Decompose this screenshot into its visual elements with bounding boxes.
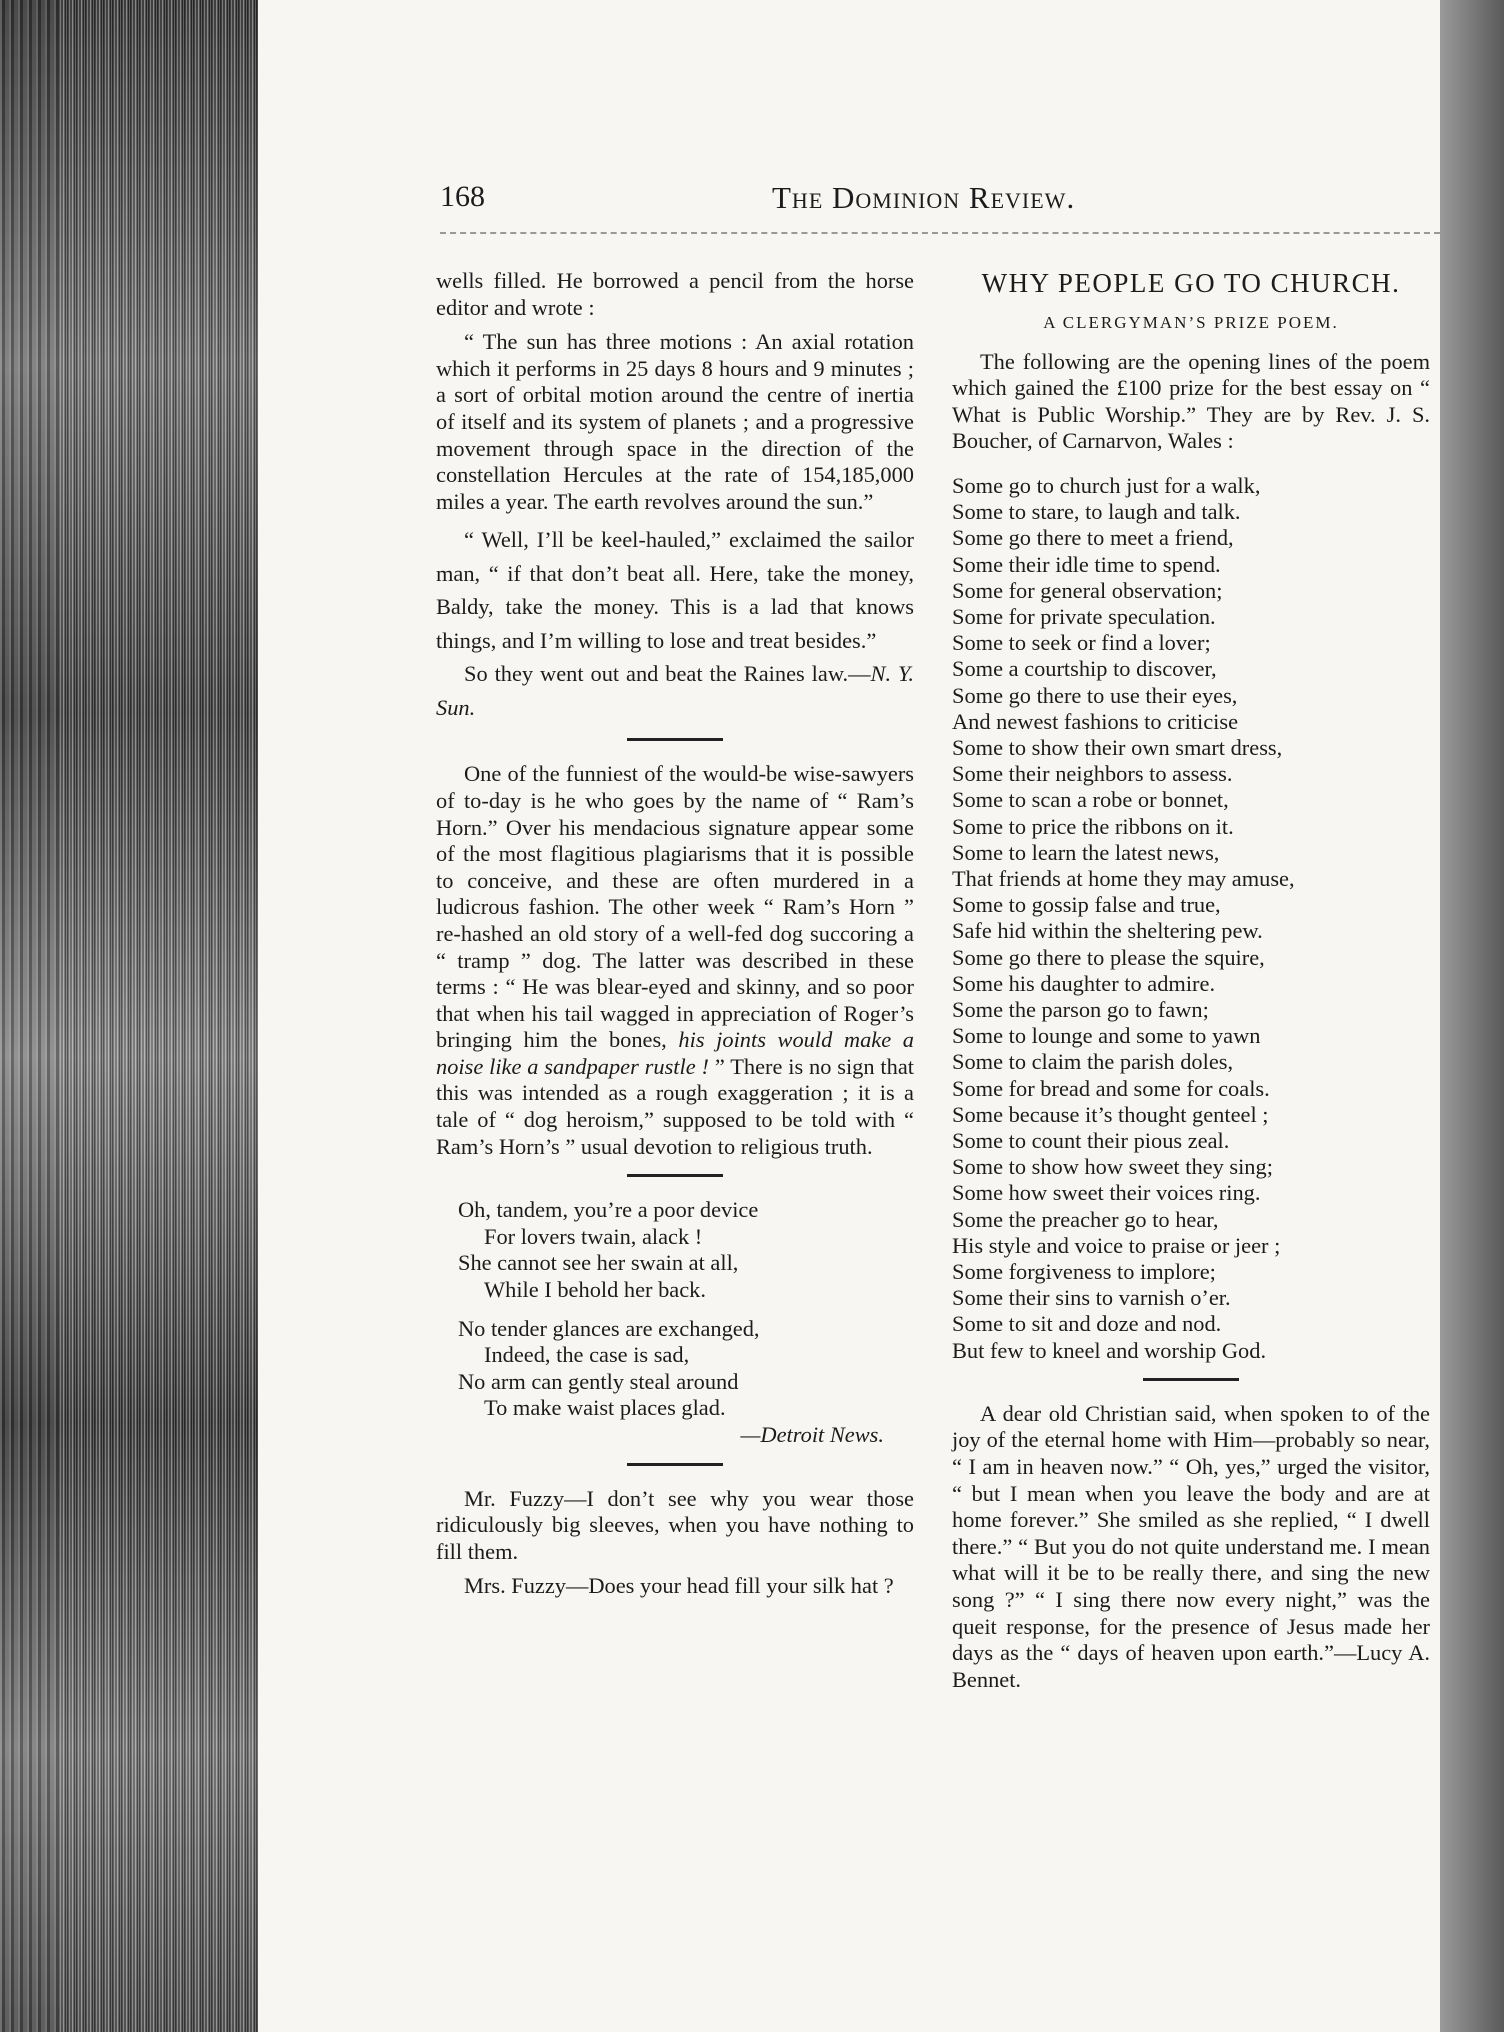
poem-line: Some to sit and doze and nod. (952, 1311, 1222, 1337)
poem-line: Some their idle time to spend. (952, 551, 1221, 577)
poem-line: Some for private speculation. (952, 603, 1216, 629)
poem-line: His style and voice to praise or jeer ; (952, 1232, 1281, 1258)
left-column (436, 268, 914, 1608)
page-number: 168 (440, 180, 485, 213)
poem-line: Some go there to use their eyes, (952, 682, 1238, 708)
poem-line: Some to count their pious zeal. (952, 1128, 1230, 1154)
rams-horn-italic: his joints would make a noise like a sandpaper rustle ! (436, 1027, 914, 1079)
poem-line: Some to show their own smart dress, (952, 735, 1283, 760)
tandem-stanza-2 (458, 1316, 914, 1449)
verse-line: No arm can gently steal around (458, 1368, 739, 1394)
poem-line: Some go to church just for a walk, (952, 472, 1261, 498)
rams-horn-text-1: One of the funniest of the would-be wise-sawyers of to-day is he who goes by the name of “ Ram’s Horn.” Over his mendacious signature appear some of the most flagitious plagiarisms that it is possible to conceive, and these are often murdered in a ludicrous fashion. The other week “ Ram’s Horn ” re-hashed an old story of a well-fed dog succoring a “ tramp ” dog. The latter was described in these terms : “ He was blear-eyed and skinny, and so poor that when his tail wagged in appreciation of Roger’s bringing him the bones, (436, 761, 914, 1053)
poem-line: Some their sins to varnish o’er. (952, 1285, 1231, 1311)
rams-horn-text-2: ” There is no sign that this was intended as a rough exaggeration ; it is a tale of “ dog heroism,” supposed to be told with “ Ram’s Horn’s ” usual devotion to religious truth. (436, 1053, 914, 1159)
fuzzy-paragraph-2: Mrs. Fuzzy—Does your head fill your silk hat ? (464, 1573, 894, 1599)
quoted-sun-paragraph: “ The sun has three motions : An axial rotation which it performs in 25 days 8 hours and 9 minutes ; a sort of orbital motion around the centre of inertia of itself and its system of planets ; and a progressive movement through space in the direction of the constellation Hercules at the rate of 154,185,000 miles a year. The earth revolves around the sun.” (436, 329, 914, 514)
poem-line: Some how sweet their voices ring. (952, 1180, 1261, 1206)
poem-line: Some to seek or find a lover; (952, 630, 1211, 656)
verse-line: For lovers twain, alack ! (484, 1223, 703, 1249)
running-title: The Dominion Review. (772, 180, 1076, 215)
poem-line: Some forgiveness to implore; (952, 1259, 1216, 1285)
poem-line: Some the preacher go to hear, (952, 1206, 1219, 1232)
section-separator (627, 1174, 723, 1177)
poem-line: Some to scan a robe or bonnet, (952, 787, 1229, 813)
verse-line: Oh, tandem, you’re a poor device (458, 1197, 759, 1223)
poem-line: Some a courtship to discover, (952, 656, 1217, 682)
section-separator (627, 738, 723, 741)
raines-law-paragraph (436, 657, 914, 724)
tandem-stanza-1 (458, 1197, 914, 1303)
article-title: WHY PEOPLE GO TO CHURCH. (981, 268, 1401, 298)
section-separator (1143, 1378, 1239, 1381)
page-header (440, 180, 1440, 230)
poem-line: Some go there to please the squire, (952, 944, 1265, 970)
paragraph-continuation: wells filled. He borrowed a pencil from the horse editor and wrote : (436, 268, 914, 320)
poem-line: Some because it’s thought genteel ; (952, 1101, 1269, 1127)
church-poem (952, 473, 1430, 1364)
verse-line: To make waist places glad. (484, 1395, 726, 1421)
verse-line: Indeed, the case is sad, (484, 1342, 690, 1368)
verse-line: No tender glances are exchanged, (458, 1315, 760, 1341)
poem-line: Some to gossip false and true, (952, 892, 1221, 918)
poem-line: Some to show how sweet they sing; (952, 1154, 1273, 1180)
poem-line: But few to kneel and worship God. (952, 1337, 1267, 1363)
verse-line: While I behold her back. (484, 1277, 706, 1303)
header-rule (440, 232, 1440, 234)
sailor-paragraph: “ Well, I’ll be keel-hauled,” exclaimed the sailor man, “ if that don’t beat all. Here, take the money, Baldy, take the money. This is a lad that knows things, and I’m willing to lose and treat besides.” (436, 527, 914, 653)
poem-line: Some for general observation; (952, 577, 1223, 603)
right-margin-shadow (1440, 0, 1504, 2032)
rams-horn-paragraph (436, 761, 914, 1160)
poem-line: Some the parson go to fawn; (952, 997, 1209, 1023)
source-ny-sun: N. Y. Sun. (436, 661, 914, 720)
poem-line: That friends at home they may amuse, (952, 866, 1295, 892)
section-separator (627, 1463, 723, 1466)
poem-intro: The following are the opening lines of the poem which gained the £100 prize for the best essay on “ What is Public Worship.” They are by Rev. J. S. Boucher, of Carnarvon, Wales : (952, 348, 1430, 454)
poem-line: Some to claim the parish doles, (952, 1049, 1234, 1075)
poem-line: And newest fashions to criticise (952, 708, 1239, 734)
poem-line: Some his daughter to admire. (952, 970, 1216, 996)
raines-law-text: So they went out and beat the Raines law.— (464, 661, 871, 687)
poem-line: Some for bread and some for coals. (952, 1075, 1270, 1101)
poem-line: Some to learn the latest news, (952, 839, 1220, 865)
verse-attribution: —Detroit News. (740, 1422, 884, 1447)
poem-line: Some to stare, to laugh and talk. (952, 499, 1241, 525)
poem-line: Some their neighbors to assess. (952, 761, 1233, 787)
poem-line: Some go there to meet a friend, (952, 525, 1234, 551)
page-edges (0, 0, 258, 2032)
fuzzy-paragraph-1: Mr. Fuzzy—I don’t see why you wear those ridiculously big sleeves, when you have nothing to fill them. (436, 1485, 914, 1564)
poem-line: Safe hid within the sheltering pew. (952, 918, 1263, 944)
right-column (952, 268, 1430, 1701)
verse-line: She cannot see her swain at all, (458, 1250, 739, 1276)
poem-line: Some to price the ribbons on it. (952, 813, 1234, 839)
poem-line: Some to lounge and some to yawn (952, 1023, 1261, 1049)
closing-paragraph: A dear old Christian said, when spoken to of the joy of the eternal home with Him—probably so near, “ I am in heaven now.” “ Oh, yes,” urged the visitor, “ but I mean when you leave the body and are at home forever.” She smiled as she replied, “ I dwell there.” “ But you do not quite understand me. I mean what will it be to be really there, and sing the new song ?” “ I sing there now every night,” was the queit response, for the presence of Jesus made her days as the “ days of heaven upon earth.”—Lucy A. Bennet. (952, 1400, 1430, 1692)
article-subtitle: A CLERGYMAN’S PRIZE POEM. (1043, 313, 1339, 332)
